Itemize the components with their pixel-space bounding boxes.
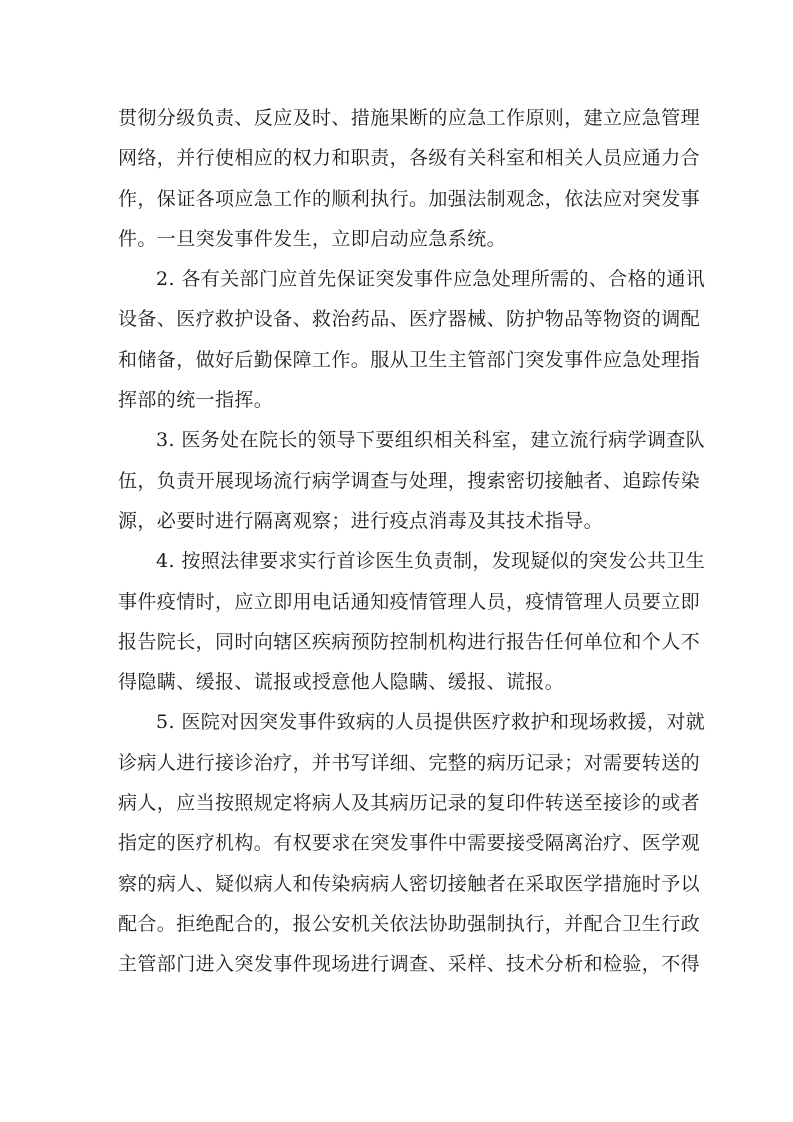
text-line: 设备、医疗救护设备、救治药品、医疗器械、防护物品等物资的调配: [118, 308, 701, 331]
text-line: 5. 医院对因突发事件致病的人员提供医疗救护和现场救援，对就: [156, 711, 706, 734]
paragraph-p4: [118, 541, 706, 702]
text-line: 2. 各有关部门应首先保证突发事件应急处理所需的、合格的通讯: [156, 268, 706, 291]
text-line: 报告院长，同时向辖区疾病预防控制机构进行报告任何单位和个人不: [118, 630, 701, 653]
text-line: 件。一旦突发事件发生，立即启动应急系统。: [118, 227, 507, 250]
text-line: 4. 按照法律要求实行首诊医生负责制，发现疑似的突发公共卫生: [156, 550, 706, 573]
paragraph-p3: [118, 420, 706, 541]
text-line: 和储备，做好后勤保障工作。服从卫生主管部门突发事件应急处理指: [118, 348, 701, 371]
text-line: 病人，应当按照规定将病人及其病历记录的复印件转送至接诊的或者: [118, 792, 701, 815]
text-line: 指定的医疗机构。有权要求在突发事件中需要接受隔离治疗、医学观: [118, 832, 701, 855]
text-line: 诊病人进行接诊治疗，并书写详细、完整的病历记录；对需要转送的: [118, 751, 701, 774]
text-line: 事件疫情时，应立即用电话通知疫情管理人员，疫情管理人员要立即: [118, 590, 701, 613]
text-line: 作，保证各项应急工作的顺利执行。加强法制观念，依法应对突发事: [118, 187, 701, 210]
text-line: 贯彻分级负责、反应及时、措施果断的应急工作原则，建立应急管理: [118, 107, 701, 129]
text-line: 主管部门进入突发事件现场进行调查、采样、技术分析和检验，不得: [118, 953, 701, 976]
text-line: 3. 医务处在院长的领导下要组织相关科室，建立流行病学调查队: [156, 429, 706, 452]
text-line: 伍，负责开展现场流行病学调查与处理，搜索密切接触者、追踪传染: [118, 469, 701, 492]
paragraph-p5: [118, 702, 706, 984]
text-line: 配合。拒绝配合的，报公安机关依法协助强制执行，并配合卫生行政: [118, 912, 701, 935]
paragraph-p2: [118, 259, 706, 420]
paragraph-p1-continuation: [118, 98, 701, 259]
text-line: 网络，并行使相应的权力和职责，各级有关科室和相关人员应通力合: [118, 147, 701, 170]
text-line: 源，必要时进行隔离观察；进行疫点消毒及其技术指导。: [118, 509, 604, 532]
document-body: [118, 98, 706, 985]
text-line: 得隐瞒、缓报、谎报或授意他人隐瞒、缓报、谎报。: [118, 671, 565, 694]
text-line: 察的病人、疑似病人和传染病病人密切接触者在采取医学措施时予以: [118, 872, 701, 895]
text-line: 挥部的统一指挥。: [118, 389, 274, 412]
